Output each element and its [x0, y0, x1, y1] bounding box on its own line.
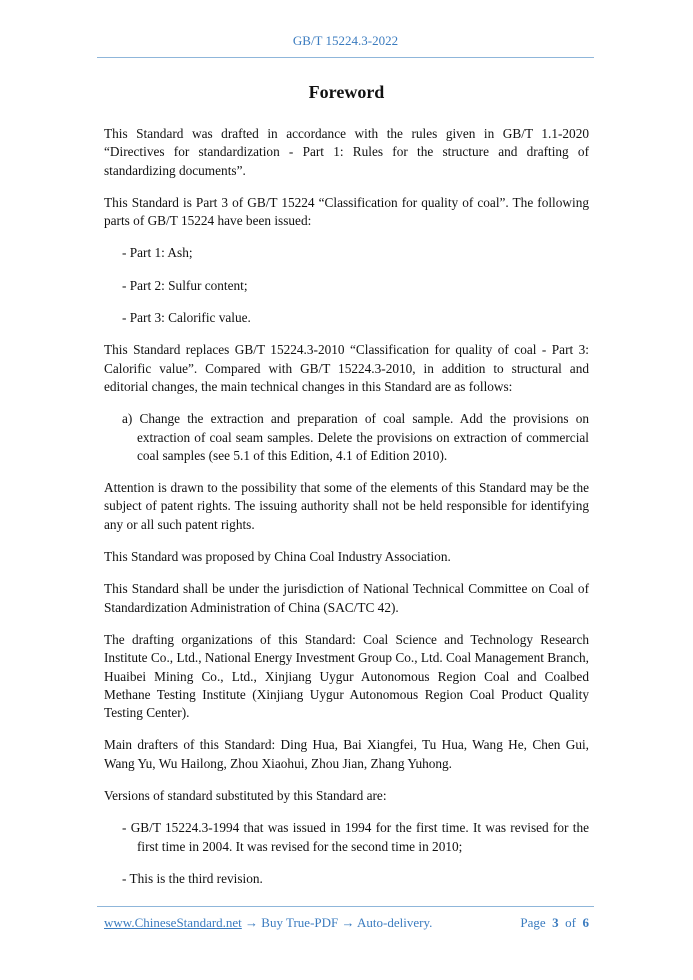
auto-delivery-text: Auto-delivery. [357, 915, 433, 930]
paragraph-part-of-series: This Standard is Part 3 of GB/T 15224 “Classification for quality of coal”. The following parts of GB/T 15224 have been issued: [104, 194, 589, 229]
paragraph-drafting-organizations: The drafting organizations of this Standard: Coal Science and Technology Research Institute Co., Ltd., National Energy Investment Group Co., Ltd. Coal Management Branch, Huaibei Mining Co., Ltd., Xinjiang Uygur Autonomous Region Coal and Coalbed Methane Testing Institute (Xinjiang Uygur Autonomous Region Coal Product Quality Testing Center). [104, 631, 589, 721]
paragraph-replaces: This Standard replaces GB/T 15224.3-2010 “Classification for quality of coal - Part 3: Calorific value”. Compared with GB/T 15224.3-2010, in addition to structural and editorial changes, the main technical changes in this Standard are as follows: [104, 342, 589, 394]
running-header: GB/T 15224.3-2022 [292, 33, 399, 48]
list-item-part-3: - Part 3: Calorific value. [122, 310, 251, 326]
arrow-icon: → [338, 915, 358, 930]
paragraph-proposed-by: This Standard was proposed by China Coal Industry Association. [104, 549, 451, 565]
list-item-version-history: - GB/T 15224.3-1994 that was issued in 1994 for the first time. It was revised for the first time in 2004. It was revised for the second time in 2010; [122, 820, 589, 854]
list-item-part-1: - Part 1: Ash; [122, 245, 193, 261]
paragraph-main-drafters: Main drafters of this Standard: Ding Hua, Bai Xiangfei, Tu Hua, Wang He, Chen Gui, Wang Yu, Wu Hailong, Zhou Xiaohui, Zhou Jian, Zhang Yuhong. [104, 737, 589, 771]
paragraph-drafting-rules: This Standard was drafted in accordance with the rules given in GB/T 1.1-2020 “Directives for standardization - Part 1: Rules for the structure and drafting of standardizing documents”. [104, 126, 589, 178]
paragraph-patent-notice: Attention is drawn to the possibility that some of the elements of this Standard may be the subject of patent rights. The issuing authority shall not be held responsible for identifying any or all such patent rights. [104, 480, 589, 532]
paragraph-versions-intro: Versions of standard substituted by this Standard are: [104, 788, 387, 804]
header-divider [97, 57, 594, 58]
list-item-part-2: - Part 2: Sulfur content; [122, 277, 248, 293]
paragraph-jurisdiction: This Standard shall be under the jurisdiction of National Technical Committee on Coal of Standardization Administration of China (SAC/TC 42). [104, 581, 589, 615]
list-item-change-a: a) Change the extraction and preparation of coal sample. Add the provisions on extraction of coal seam samples. Delete the provisions on extraction of commercial coal samples (see 5.1 of this Edition, 4.1 of Edition 2010). [122, 411, 589, 463]
arrow-icon: → [241, 915, 262, 930]
page-number [520, 915, 589, 931]
page-title: Foreword [308, 82, 385, 102]
footer-divider [97, 906, 594, 907]
foreword-body [104, 125, 589, 902]
page-of: of [565, 915, 576, 930]
page-total: 6 [582, 915, 589, 930]
buy-pdf-text: Buy True-PDF [261, 915, 339, 930]
page-footer [104, 915, 589, 931]
footer-promo [104, 915, 432, 931]
site-link[interactable]: www.ChineseStandard.net [104, 915, 242, 930]
list-item-third-revision: - This is the third revision. [122, 870, 263, 886]
page-current: 3 [552, 915, 559, 930]
page-label: Page [520, 915, 546, 930]
